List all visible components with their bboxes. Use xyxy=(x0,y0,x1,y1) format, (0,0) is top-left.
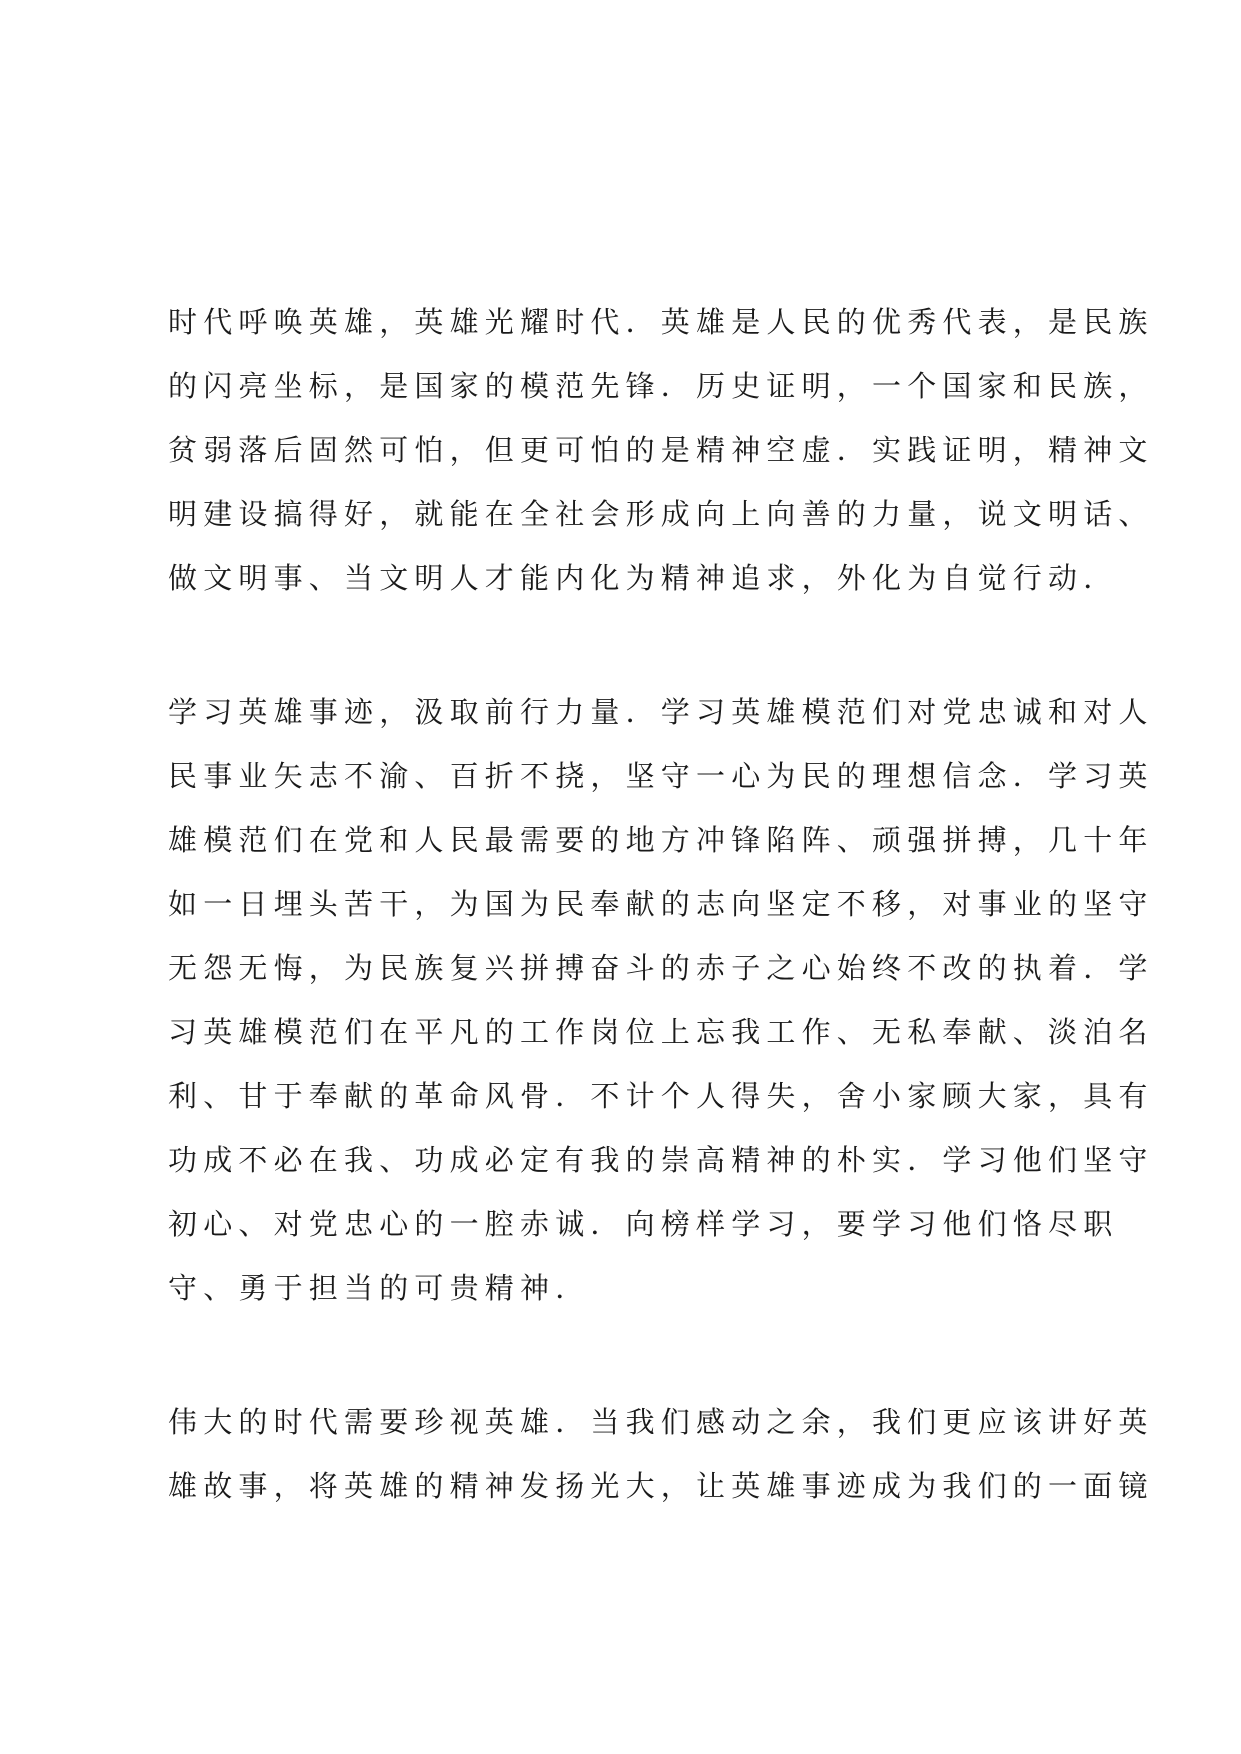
text-line: 雄模范们在党和人民最需要的地方冲锋陷阵、顽强拼搏，几十年 xyxy=(168,823,1154,857)
paragraph-2 xyxy=(168,680,1154,1320)
text-line: 时代呼唤英雄，英雄光耀时代．英雄是人民的优秀代表，是民族 xyxy=(168,305,1154,339)
text-line: 初心、对党忠心的一腔赤诚．向榜样学习，要学习他们恪尽职 xyxy=(168,1207,1119,1241)
paragraph-1 xyxy=(168,290,1154,610)
text-line: 的闪亮坐标，是国家的模范先锋．历史证明，一个国家和民族， xyxy=(168,369,1154,403)
text-line: 伟大的时代需要珍视英雄．当我们感动之余，我们更应该讲好英 xyxy=(168,1405,1154,1439)
text-line: 无怨无悔，为民族复兴拼搏奋斗的赤子之心始终不改的执着．学 xyxy=(168,951,1154,985)
text-line: 民事业矢志不渝、百折不挠，坚守一心为民的理想信念．学习英 xyxy=(168,759,1154,793)
text-line: 雄故事，将英雄的精神发扬光大，让英雄事迹成为我们的一面镜 xyxy=(168,1469,1154,1503)
text-line: 贫弱落后固然可怕，但更可怕的是精神空虚．实践证明，精神文 xyxy=(168,433,1154,467)
paragraph-3 xyxy=(168,1390,1154,1518)
text-line: 习英雄模范们在平凡的工作岗位上忘我工作、无私奉献、淡泊名 xyxy=(168,1015,1154,1049)
text-line: 功成不必在我、功成必定有我的崇高精神的朴实．学习他们坚守 xyxy=(168,1143,1154,1177)
text-line: 利、甘于奉献的革命风骨．不计个人得失，舍小家顾大家，具有 xyxy=(168,1079,1154,1113)
text-line: 守、勇于担当的可贵精神． xyxy=(168,1271,591,1305)
paragraph-spacer xyxy=(168,610,1098,680)
text-line: 学习英雄事迹，汲取前行力量．学习英雄模范们对党忠诚和对人 xyxy=(168,695,1154,729)
text-line: 明建设搞得好，就能在全社会形成向上向善的力量，说文明话、 xyxy=(168,497,1154,531)
document-body xyxy=(168,290,1154,1518)
text-line: 如一日埋头苦干，为国为民奉献的志向坚定不移，对事业的坚守 xyxy=(168,887,1154,921)
paragraph-spacer xyxy=(168,1320,1098,1390)
text-line: 做文明事、当文明人才能内化为精神追求，外化为自觉行动． xyxy=(168,561,1119,595)
